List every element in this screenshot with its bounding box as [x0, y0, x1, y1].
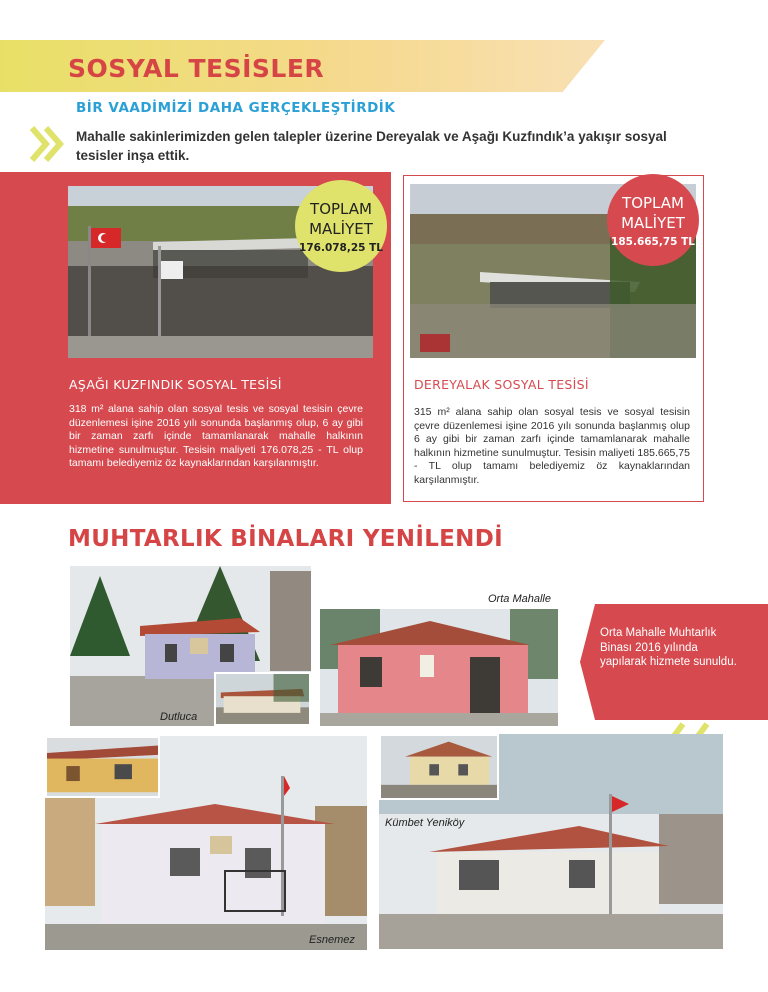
caption-esnemez: Esnemez [309, 934, 355, 946]
cost-value: 176.078,25 TL [299, 241, 383, 254]
page-title: SOSYAL TESİSLER [68, 54, 325, 83]
facility-title-dereyalak: DEREYALAK SOSYAL TESİSİ [414, 377, 589, 392]
page-subtitle: BİR VAADİMİZİ DAHA GERÇEKLEŞTİRDİK [76, 100, 396, 116]
cost-circle-kuzfindik [295, 180, 387, 272]
cost-label: TOPLAM [310, 199, 372, 218]
cost-label: TOPLAM [622, 193, 684, 212]
cost-label: MALİYET [621, 213, 685, 232]
esnemez-inset-photo [45, 736, 160, 798]
facility-text-kuzfindik: 318 m² alana sahip olan sosyal tesis ve sosyal tesisin çevre düzenlemesi işine 2016 yılı sonunda başlanmış olup, 6 ay gibi bir zaman zarfı içinde tamamlanarak mahalle halkının hizmetine sunulmuştur. Tesisin maliyeti 176.078,25 - TL olup tamamı belediyemiz öz kaynaklarından karşılanmıştır. [69, 403, 363, 469]
caption-orta-mahalle: Orta Mahalle [488, 593, 551, 605]
kumbet-inset-photo [379, 734, 499, 800]
orta-mahalle-photo [320, 609, 558, 726]
cost-label: MALİYET [309, 219, 373, 238]
cost-circle-dereyalak [607, 174, 699, 266]
orta-mahalle-note-text: Orta Mahalle Muhtarlık Binası 2016 yılında yapılarak hizmete sunuldu. [600, 627, 737, 668]
cost-value: 185.665,75 TL [611, 235, 695, 248]
caption-dutluca: Dutluca [160, 711, 198, 723]
caption-kumbet-yenikoy: Kümbet Yeniköy [385, 817, 465, 829]
intro-text: Mahalle sakinlerimizden gelen talepler üzerine Dereyalak ve Aşağı Kuzfındık’a yakışır sosyal tesisler inşa ettik. [76, 129, 667, 163]
section-title-muhtarlik: MUHTARLIK BİNALARI YENİLENDİ [68, 526, 503, 552]
facility-text-dereyalak: 315 m² alana sahip olan sosyal tesis ve sosyal tesisin çevre düzenlemesi işine 2016 yılı sonunda başlanmış olup 6 ay gibi bir zaman zarfı içinde tamamlanarak mahalle halkının hizmetine sunulmuştur. Tesisin maliyeti 185.665,75 - TL olup tamamı belediyemiz öz kaynaklarından karşılanmıştır. [414, 406, 690, 486]
double-chevron-icon [28, 124, 68, 164]
dutluca-inset-photo [214, 672, 311, 726]
facility-title-kuzfindik: AŞAĞI KUZFINDIK SOSYAL TESİSİ [69, 377, 282, 392]
